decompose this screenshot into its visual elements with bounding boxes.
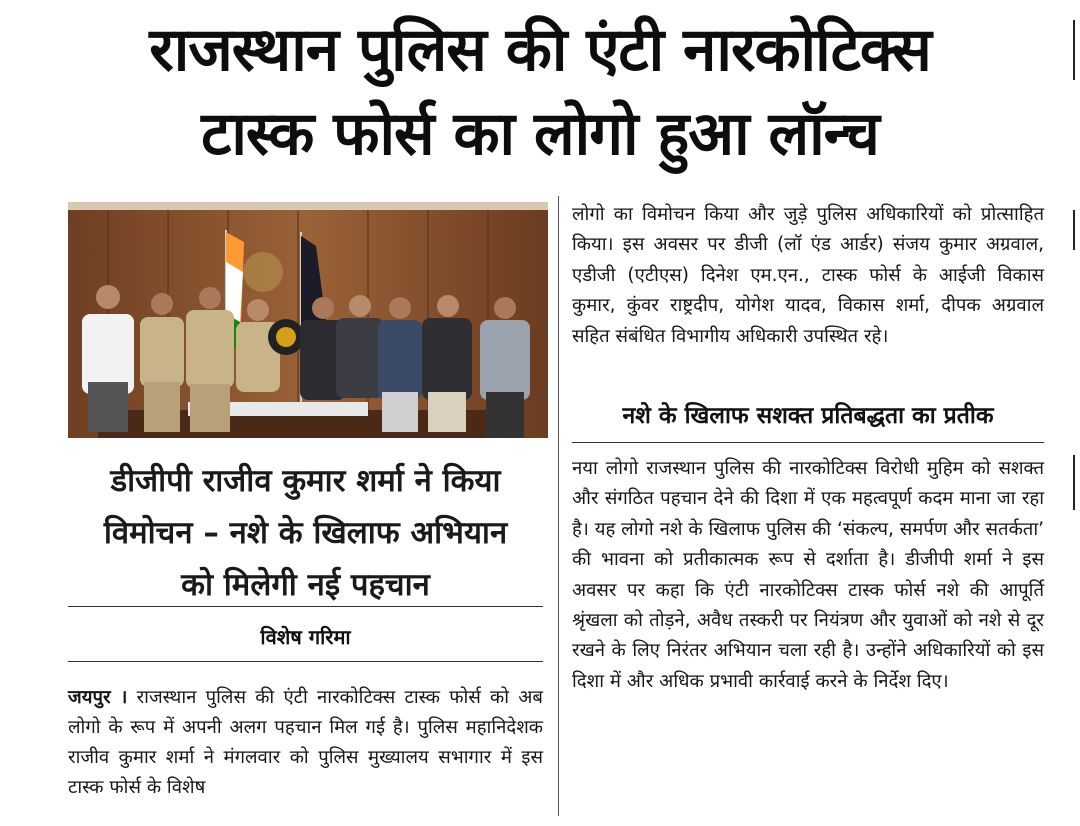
page-edge-mark: [1073, 210, 1075, 250]
headline-line-2: टास्क फोर्स का लोगो हुआ लॉन्च: [201, 99, 879, 169]
left-body-text: [68, 683, 543, 803]
divider-rule: [68, 661, 543, 662]
column-divider: [558, 196, 559, 816]
subheadline-line-3: को मिलेगी नई पहचान: [181, 567, 430, 603]
divider-rule: [68, 606, 543, 607]
dateline: जयपुर ।: [68, 687, 128, 708]
crosshead: नशे के खिलाफ सशक्त प्रतिबद्धता का प्रतीक: [622, 403, 994, 429]
subheadline-line-2: विमोचन – नशे के खिलाफ अभियान: [103, 515, 508, 551]
headline-line-1: राजस्थान पुलिस की एंटी नारकोटिक्स: [149, 15, 931, 85]
headline: [0, 8, 1080, 176]
subheadline-line-1: डीजीपी राजीव कुमार शर्मा ने किया: [110, 463, 501, 499]
subheadline: [68, 455, 543, 611]
divider-rule: [572, 442, 1044, 443]
right-bottom-body-text: नया लोगो राजस्थान पुलिस की नारकोटिक्स विरोधी मुहिम को सशक्त और संगठित पहचान देने की दिशा में एक महत्वपूर्ण कदम माना जा रहा है। यह लोगो नशे के खिलाफ पुलिस की ‘संकल्प, समर्पण और सतर्कता’ की भावना को प्रतीकात्मक रूप से दर्शाता है। डीजीपी शर्मा ने इस अवसर पर कहा कि एंटी नारकोटिक्स टास्क फोर्स नशे की आपूर्ति श्रृंखला को तोड़ने, अवैध तस्करी पर नियंत्रण और युवाओं को नशे से दूर रखने के लिए निरंतर अभियान चला रही है। उन्होंने अधिकारियों को इस दिशा में और अधिक प्रभावी कार्रवाई करने के निर्देश दिए।: [572, 458, 1044, 692]
page-edge-mark: [1073, 20, 1075, 80]
left-body-paragraph: राजस्थान पुलिस की एंटी नारकोटिक्स टास्क फोर्स को अब लोगो के रूप में अपनी अलग पहचान मिल गई है। पुलिस महानिदेशक राजीव कुमार शर्मा ने मंगलवार को पुलिस मुख्यालय सभागार में इस टास्क फोर्स के विशेष: [68, 687, 543, 798]
news-photo: [68, 202, 548, 438]
photo-illustration: [68, 202, 548, 438]
page-edge-mark: [1073, 455, 1075, 510]
byline: विशेष गरिमा: [260, 625, 351, 649]
right-top-body-text: लोगो का विमोचन किया और जुड़े पुलिस अधिकारियों को प्रोत्साहित किया। इस अवसर पर डीजी (लॉ एंड आर्डर) संजय कुमार अग्रवाल, एडीजी (एटीएस) दिनेश एम.एन., टास्क फोर्स के आईजी विकास कुमार, कुंवर राष्ट्रदीप, योगेश यादव, विकास शर्मा, दीपक अग्रवाल सहित संबंधित विभागीय अधिकारी उपस्थित रहे।: [572, 204, 1044, 347]
